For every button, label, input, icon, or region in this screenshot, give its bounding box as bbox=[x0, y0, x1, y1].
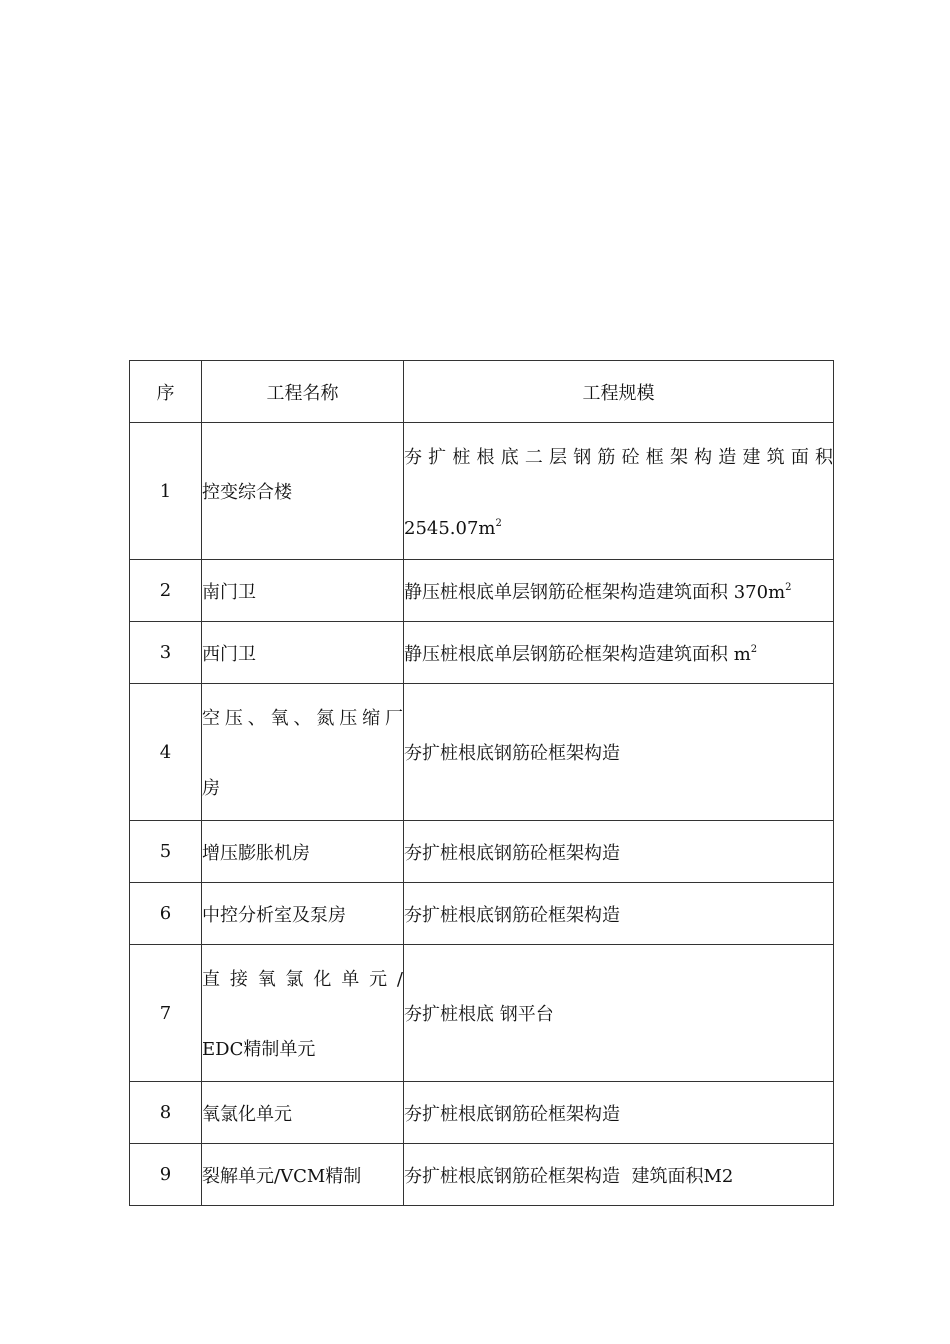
project-scale bbox=[404, 560, 834, 622]
row-number: 9 bbox=[130, 1144, 202, 1206]
table-row bbox=[130, 883, 834, 945]
header-name: 工程名称 bbox=[202, 361, 404, 423]
unit-superscript: 2 bbox=[750, 643, 758, 655]
project-name: 控变综合楼 bbox=[202, 423, 404, 560]
project-scale-text: 静压桩根底单层钢筋砼框架构造建筑面积 m bbox=[404, 643, 751, 665]
project-scale bbox=[404, 423, 834, 560]
row-number: 2 bbox=[130, 560, 202, 622]
row-number: 7 bbox=[130, 945, 202, 1082]
project-scale: 夯扩桩根底钢筋砼框架构造 建筑面积M2 bbox=[404, 1144, 834, 1206]
project-name: 氧氯化单元 bbox=[202, 1082, 404, 1144]
header-no: 序 bbox=[130, 361, 202, 423]
row-number: 3 bbox=[130, 622, 202, 684]
unit-superscript: 2 bbox=[785, 581, 792, 593]
row-number: 4 bbox=[130, 684, 202, 821]
table-row bbox=[130, 821, 834, 883]
row-number: 8 bbox=[130, 1082, 202, 1144]
project-scale: 夯扩桩根底钢筋砼框架构造 bbox=[404, 1082, 834, 1144]
table-row bbox=[130, 684, 834, 821]
project-scale-line1: 夯扩桩根底二层钢筋砼框架构造建筑面积 bbox=[404, 447, 833, 468]
project-name: 西门卫 bbox=[202, 622, 404, 684]
unit-superscript: 2 bbox=[495, 518, 502, 529]
project-name: 裂解单元/VCM精制 bbox=[202, 1144, 404, 1206]
project-name-line1: 空压、氧、氮压缩厂 bbox=[202, 708, 403, 729]
row-number: 1 bbox=[130, 423, 202, 560]
table-row bbox=[130, 560, 834, 622]
project-name-line2: 房 bbox=[202, 778, 220, 799]
project-scale: 夯扩桩根底钢筋砼框架构造 bbox=[404, 684, 834, 821]
table-row bbox=[130, 622, 834, 684]
table-header-row bbox=[130, 361, 834, 423]
project-scale-line2 bbox=[404, 518, 833, 539]
table-row bbox=[130, 1144, 834, 1206]
project-name-line1: 直接氧氯化单元/ bbox=[202, 969, 403, 990]
row-number: 6 bbox=[130, 883, 202, 945]
table-row bbox=[130, 423, 834, 560]
project-name: 增压膨胀机房 bbox=[202, 821, 404, 883]
project-scale-table bbox=[129, 360, 834, 1206]
area-value: 2545.07m bbox=[404, 518, 496, 539]
project-scale: 夯扩桩根底钢筋砼框架构造 bbox=[404, 821, 834, 883]
header-scale: 工程规模 bbox=[404, 361, 834, 423]
row-number: 5 bbox=[130, 821, 202, 883]
project-scale-text: 静压桩根底单层钢筋砼框架构造建筑面积 370m bbox=[404, 581, 786, 603]
project-name bbox=[202, 945, 404, 1082]
project-name: 中控分析室及泵房 bbox=[202, 883, 404, 945]
project-name-line2: EDC精制单元 bbox=[202, 1039, 316, 1060]
table-row bbox=[130, 1082, 834, 1144]
project-scale: 夯扩桩根底 钢平台 bbox=[404, 945, 834, 1082]
table-row bbox=[130, 945, 834, 1082]
project-scale: 夯扩桩根底钢筋砼框架构造 bbox=[404, 883, 834, 945]
project-scale bbox=[404, 622, 834, 684]
project-name: 南门卫 bbox=[202, 560, 404, 622]
project-name bbox=[202, 684, 404, 821]
